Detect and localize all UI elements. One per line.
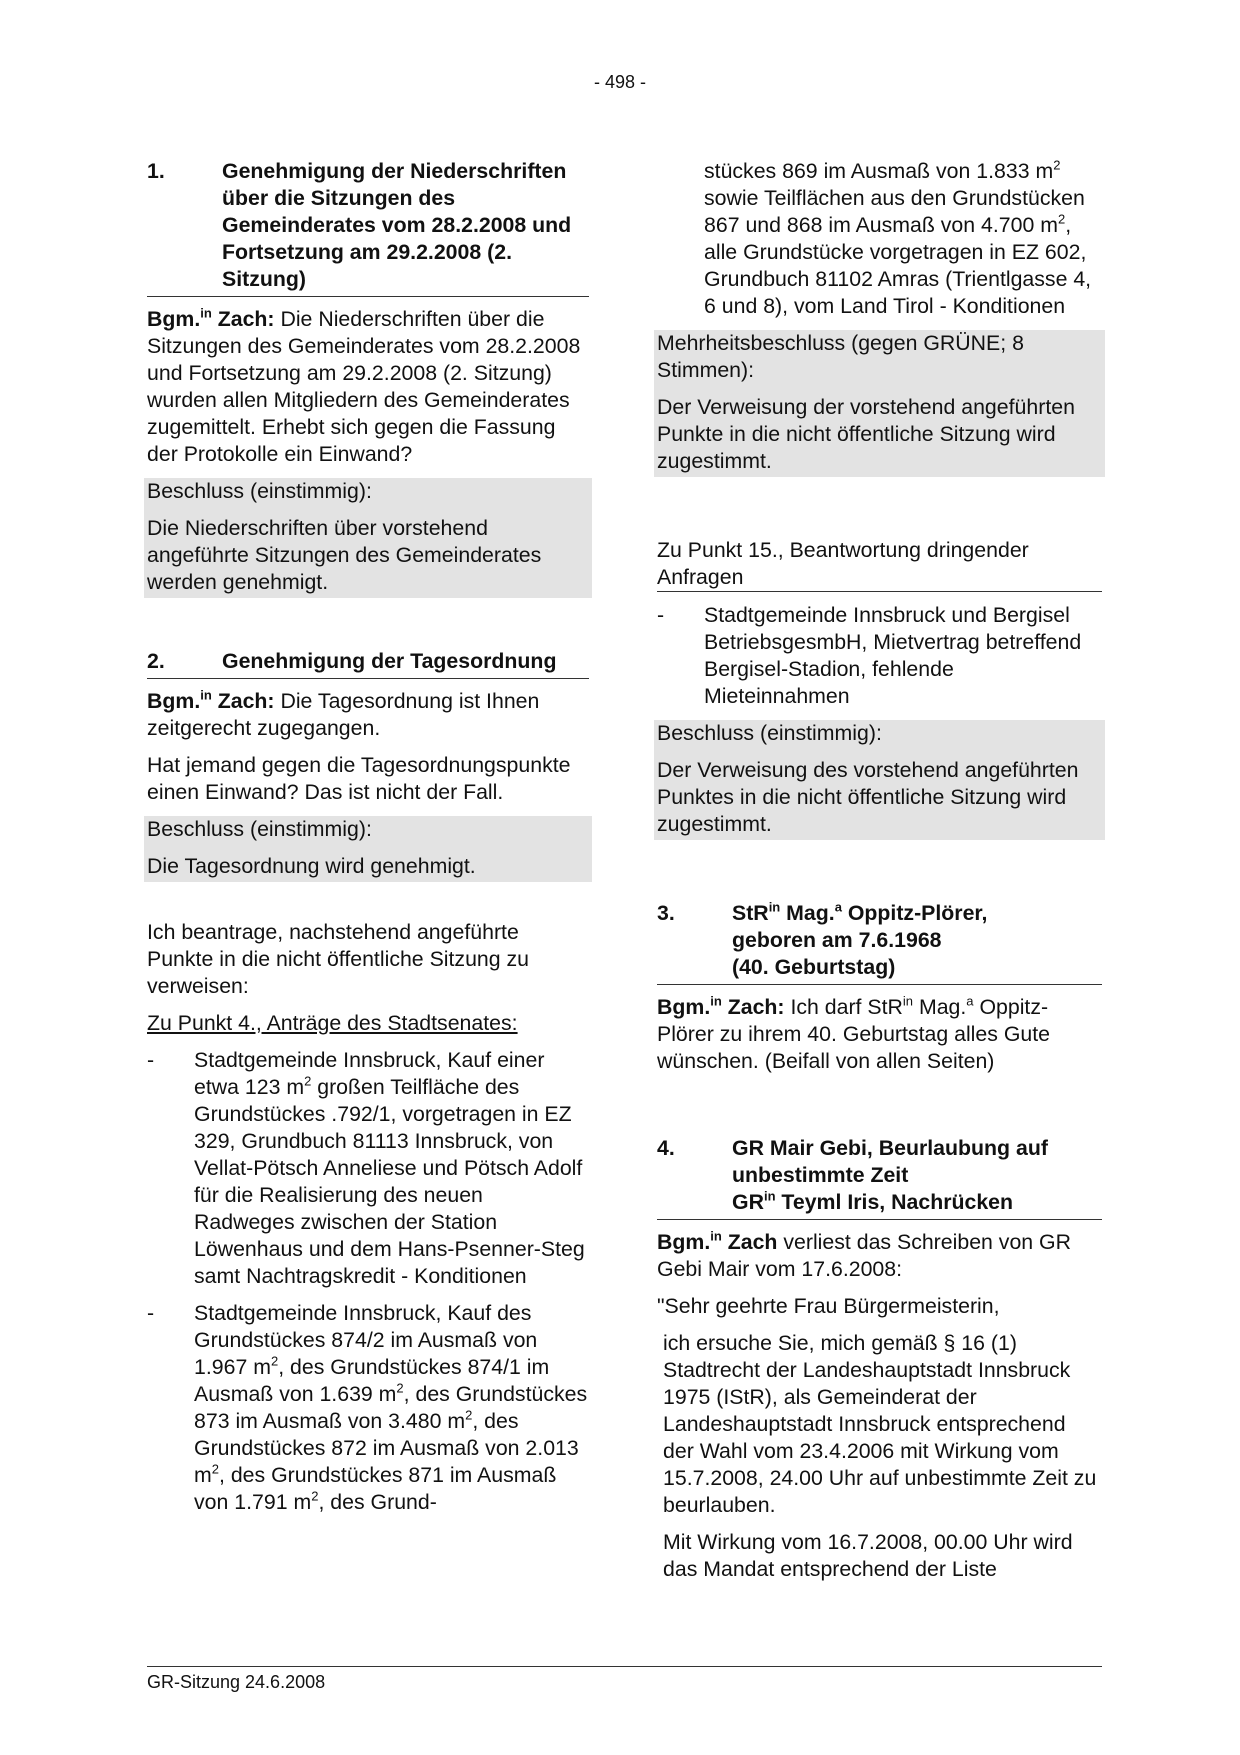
section-4-heading [657, 1135, 1102, 1220]
letter-paragraph: ich ersuche Sie, mich gemäß § 16 (1) Stadtrecht der Landeshauptstadt Innsbruck 1975 (IStR), als Gemeinderat der Landeshauptstadt Innsbruck entsprechend der Wahl vom 23.4.2006 mit Wirkung vom 15.7.2008, 24.00 Uhr auf unbestimmte Zeit zu beurlauben. [663, 1331, 1097, 1517]
section-1-title: Genehmigung der Niederschriften über die Sitzungen des Gemeinderates vom 28.2.2008 und Fortsetzung am 29.2.2008 (2. Sitzung) [222, 159, 572, 291]
section-1-decision-text: Die Niederschriften über vorstehend angeführte Sitzungen des Gemeinderates werden genehmigt. [147, 516, 542, 594]
punkt-4-heading: Zu Punkt 4., Anträge des Stadtsenates: [147, 1011, 518, 1035]
section-1-decision-box [144, 478, 592, 598]
section-3-speech: Bgm.$^{in}$ Zach: Ich darf StR$^{in}$ Mag.$^a$ Oppitz-Plörer zu ihrem 40. Geburtstag alles Gute wünschen. (Beifall von allen Seiten) [657, 993, 1050, 1073]
punkt-15-decision-box [654, 720, 1105, 840]
list-item-continuation: stückes 869 im Ausmaß von 1.833 $m^2$ sowie Teilflächen aus den Grundstücken 867 und 868 im Ausmaß von 4.700 $m^2$, alle Grundstücke vorgetragen in EZ 602, Grundbuch 81102 Amras (Trientlgasse 4, 6 und 8), vom Land Tirol - Konditionen [704, 157, 1092, 318]
majority-decision-box [654, 330, 1105, 477]
footer-divider [147, 1666, 1102, 1667]
footer-text: GR-Sitzung 24.6.2008 [147, 1672, 326, 1692]
section-1-speech: Bgm.$^{in}$ Zach: Die Niederschriften über die Sitzungen des Gemeinderates vom 28.2.2008 und Fortsetzung am 29.2.2008 (2. Sitzung) wurden allen Mitgliedern des Gemeinderates zugemittelt. Erhebt sich gegen die Fassung der Protokolle ein Einwand? [147, 305, 581, 466]
section-4-number: 4. [657, 1136, 675, 1160]
punkt-15-decision: Beschluss (einstimmig): [657, 721, 882, 745]
section-3-number: 3. [657, 901, 675, 925]
section-2-decision-box [144, 816, 592, 882]
punkt-15-heading: Zu Punkt 15., Beantwortung dringender Anfragen [657, 537, 1102, 592]
section-3-heading [657, 900, 1102, 985]
section-2-heading [147, 648, 589, 679]
letter-salutation: "Sehr geehrte Frau Bürgermeisterin, [657, 1294, 1000, 1318]
section-1-decision: Beschluss (einstimmig): [147, 479, 372, 503]
punkt-15-decision-text: Der Verweisung des vorstehend angeführten Punktes in die nicht öffentliche Sitzung wird zugestimmt. [657, 758, 1079, 836]
section-3-title: StR$^{in}$ Mag.$^a$ Oppitz-Plörer, geboren am 7.6.1968 (40. Geburtstag) [732, 899, 988, 979]
list-item: - Stadtgemeinde Innsbruck, Kauf des Grundstückes 874/2 im Ausmaß von 1.967 $m^2$, des Grundstückes 874/1 im Ausmaß von 1.639 $m^2$, des Grundstückes 873 im Ausmaß von 3.480 $m^2$, des Grundstückes 872 im Ausmaß von 2.013 $m^2$, des Grundstückes 871 im Ausmaß von 1.791 $m^2$, des Grund- [147, 1301, 588, 1514]
section-2-speech: Bgm.$^{in}$ Zach: Die Tagesordnung ist Ihnen zeitgerecht zugegangen. [147, 687, 540, 740]
majority-decision-text: Der Verweisung der vorstehend angeführten Punkte in die nicht öffentliche Sitzung wird zugestimmt. [657, 395, 1075, 473]
section-1-heading [147, 158, 589, 297]
section-2-decision-text: Die Tagesordnung wird genehmigt. [147, 854, 476, 878]
right-column [657, 158, 1102, 1583]
section-2-question: Hat jemand gegen die Tagesordnungspunkte einen Einwand? Das ist nicht der Fall. [147, 753, 571, 804]
letter-paragraph: Mit Wirkung vom 16.7.2008, 00.00 Uhr wird das Mandat entsprechend der Liste [663, 1530, 1073, 1581]
section-2-number: 2. [147, 649, 165, 673]
section-4-title: GR Mair Gebi, Beurlaubung auf unbestimmte Zeit $GR^{in}$ Teyml Iris, Nachrücken [732, 1136, 1048, 1214]
list-item: - Stadtgemeinde Innsbruck, Kauf einer etwa 123 $m^2$ großen Teilfläche des Grundstückes .792/1, vorgetragen in EZ 329, Grundbuch 81113 Innsbruck, von Vellat-Pötsch Anneliese und Pötsch Adolf für die Realisierung des neuen Radweges zwischen der Station Löwenhaus und dem Hans-Psenner-Steg samt Nachtragskredit - Konditionen [147, 1048, 585, 1288]
list-item: - Stadtgemeinde Innsbruck und Bergisel BetriebsgesmbH, Mietvertrag betreffend Bergisel-Stadion, fehlende Mieteinnahmen [657, 603, 1082, 708]
section-2-decision: Beschluss (einstimmig): [147, 817, 372, 841]
section-2-title: Genehmigung der Tagesordnung [222, 649, 557, 673]
motion-text: Ich beantrage, nachstehend angeführte Punkte in die nicht öffentliche Sitzung zu verweisen: [147, 920, 530, 998]
section-1-number: 1. [147, 159, 165, 183]
left-column [147, 158, 589, 1526]
section-4-speech: Bgm.$^{in}$ Zach verliest das Schreiben von GR Gebi Mair vom 17.6.2008: [657, 1228, 1071, 1281]
majority-decision: Mehrheitsbeschluss (gegen GRÜNE; 8 Stimmen): [657, 331, 1024, 382]
page-number: - 498 - [593, 72, 647, 92]
